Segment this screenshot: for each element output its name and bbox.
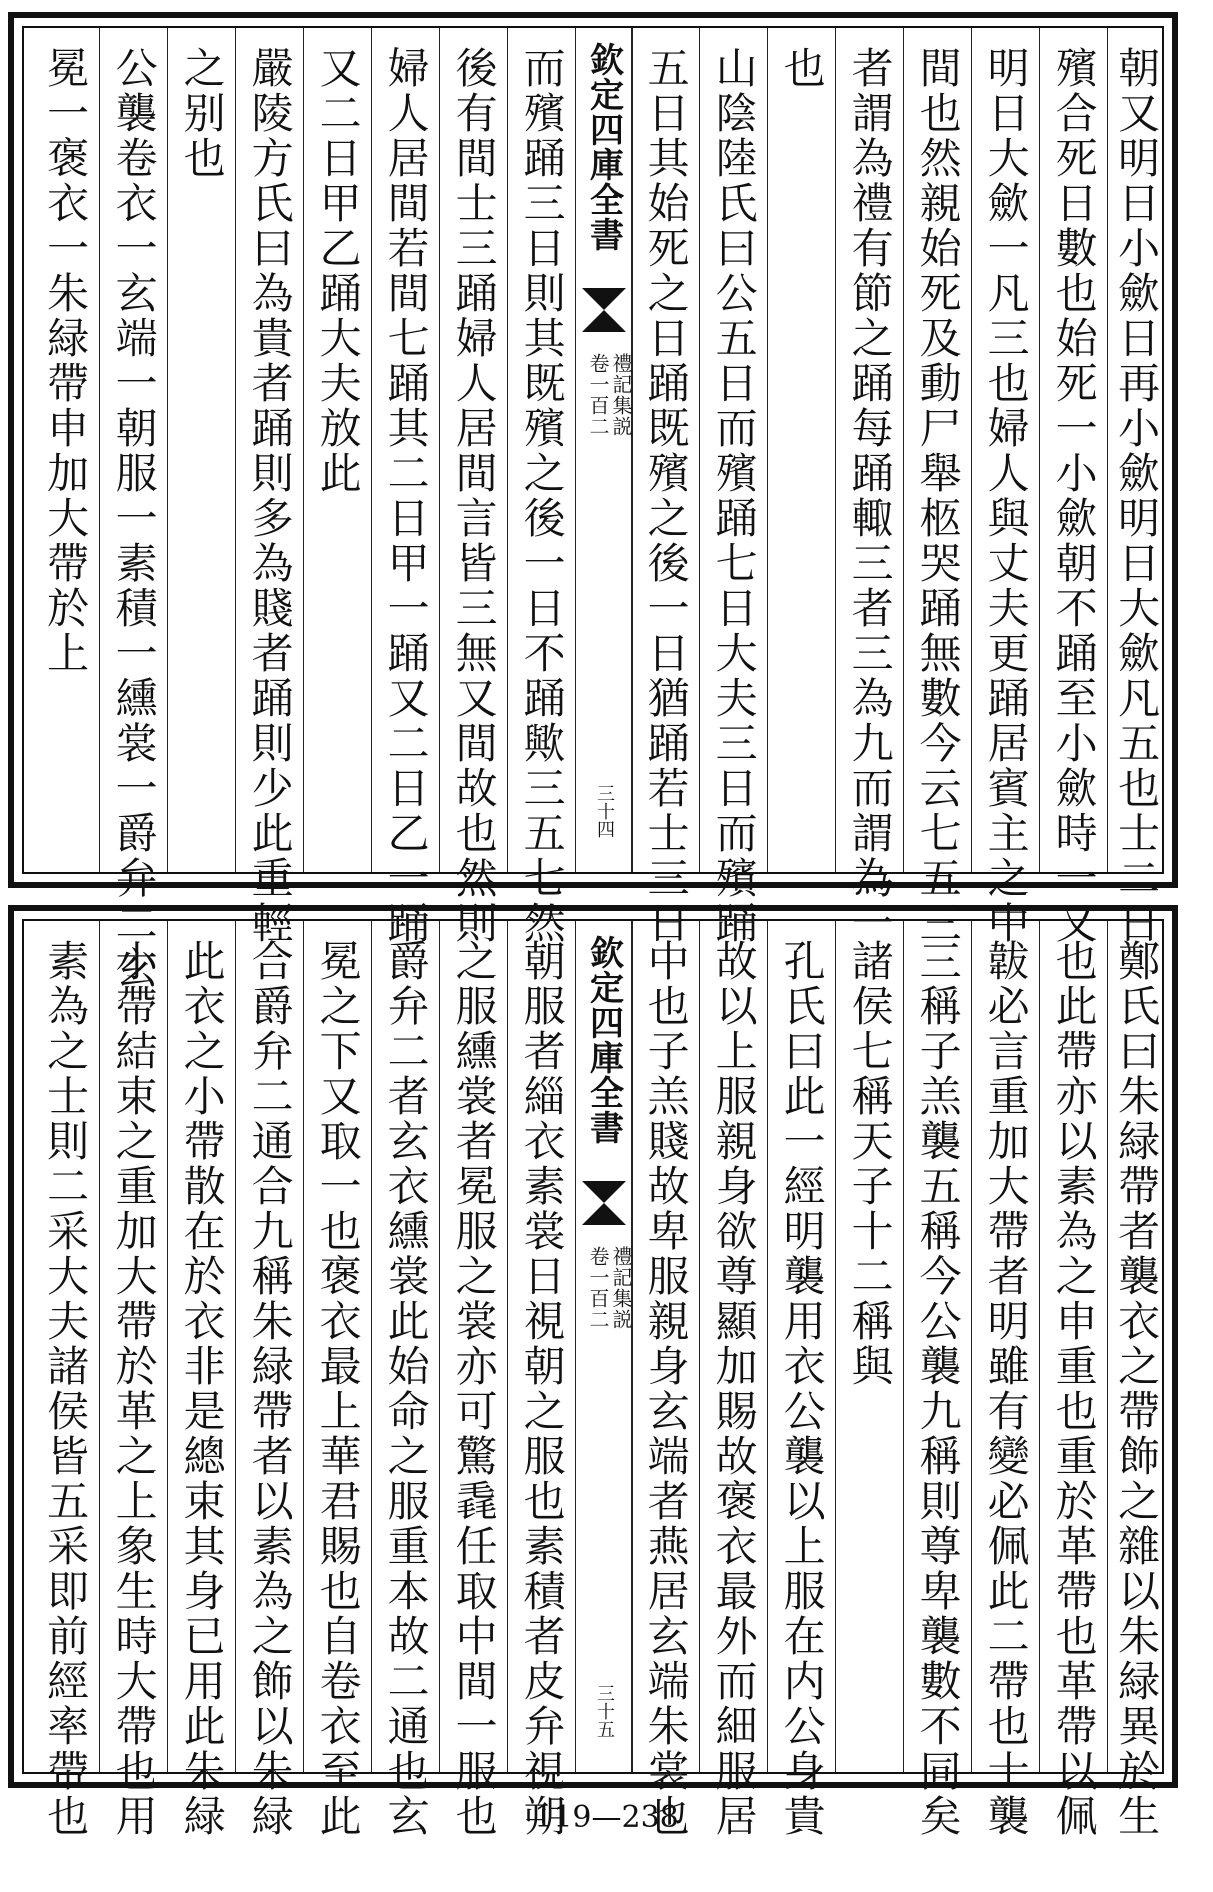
text-column [31,28,99,872]
text-line: 之别也 [177,46,227,181]
text-column [507,28,575,946]
text-line: 公襲卷衣一玄端一朝服一素積一纁裳一爵弁二玄 [109,46,159,991]
text-line: 明日大歛一凡三也婦人與丈夫更踊居賓主之中 [981,46,1031,946]
text-line: 冕一褒衣一朱緑帶申加大帶於上 [41,46,91,676]
text-column [1039,28,1107,946]
text-column [439,921,507,1839]
text-column [767,28,835,872]
page-number: 119—238 [534,1800,679,1835]
text-column [371,921,439,1839]
top-page-inner-frame [22,26,1164,991]
text-line: 鄭氏曰朱緑帶者襲衣之帶飾之雜以朱緑異於生 [1112,939,1162,1839]
text-column [1107,28,1164,946]
text-column [371,28,439,946]
text-line: 素為之士則二采大夫諸侯皆五采即前經率帶也 [41,939,91,1839]
text-column [903,921,971,1839]
text-line: 而殯踊三日則其既殯之後一日不踊歟三五七然 [517,46,567,946]
text-line: 又二日甲乙踊大夫放此 [313,46,363,496]
collection-title: 欽定四庫全書 [583,935,624,1145]
text-column [235,921,303,1839]
text-column [699,921,767,1839]
text-column [99,921,167,1839]
text-column [903,28,971,946]
text-column [235,28,303,946]
text-column [1039,921,1107,1839]
text-line: 朝服者緇衣素裳日視朝之服也素積者皮弁視朔 [517,939,567,1839]
book-title: 禮記集説 [609,353,633,437]
text-column [303,28,371,872]
text-line: 婦人居間若間七踊其二日甲一踊又二日乙一踊 [381,46,431,946]
text-line: 冕之下又取一也褒衣最上華君賜也自卷衣至此 [313,939,363,1839]
leaf-number: 三十四 [594,784,615,838]
fold-margin [575,28,633,872]
text-column [699,28,767,946]
text-column [631,28,699,946]
leaf-number: 三十五 [594,1684,615,1738]
fold-margin [575,921,633,1772]
text-column [1107,921,1164,1839]
text-line: 此衣之小帶散在於衣非是總束其身已用此朱緑 [177,939,227,1839]
text-line: 間也然親始死及動尸舉柩哭踊無數今云七五三 [913,46,963,946]
text-line: 殯合死日數也始死一小歛朝不踊至小歛時一又 [1049,46,1099,946]
text-line: 諸侯七稱天子十二稱與 [845,939,895,1389]
text-column [767,921,835,1839]
text-line: 嚴陵方氏曰為貴者踊則多為賤者踊則少此重輕 [245,46,295,946]
book-title: 禮記集説 [609,1246,633,1330]
text-line: 朝又明日小歛日再小歛明日大歛凡五也士二日 [1112,46,1162,946]
fish-tail-mark [582,1181,626,1203]
text-column [971,28,1039,946]
text-column [507,921,575,1839]
text-line: 三稱子羔襲五稱今公襲九稱則尊卑襲數不同矣 [913,939,963,1839]
text-line: 山陰陸氏曰公五日而殯踊七日大夫三日而殯踊 [709,46,759,946]
text-line: 合爵弁二通合九稱朱緑帶者以素為之飾以朱緑 [245,939,295,1839]
text-line: 小帶結束之重加大帶於革之上象生時大帶也用 [109,939,159,1839]
text-line: 也 [777,46,827,91]
text-column [167,28,235,872]
fish-tail-mark [582,310,626,332]
text-line: 也此帶亦以素為之申重也重於革帶也革帶以佩 [1049,939,1099,1839]
text-line: 之服纁裳者冕服之裳亦可驚毳任取中間一服也 [449,939,499,1839]
top-page-frame [8,12,1178,991]
text-column [303,921,371,1839]
text-column [835,921,903,1772]
volume-label: 卷一百二 [586,353,610,437]
text-line: 爵弁二者玄衣纁裳此始命之服重本故二通也玄 [381,939,431,1839]
collection-title: 欽定四庫全書 [583,42,624,252]
text-line: 者謂為禮有節之踊每踊輙三者三為九而謂為一 [845,46,895,946]
text-line: 故以上服親身欲尊顯加賜故褒衣最外而細服居 [709,939,759,1839]
fish-tail-mark [582,1203,626,1225]
text-line: 中也子羔賤故卑服親身玄端者燕居玄端朱裳也 [641,939,691,1839]
text-column [835,28,903,946]
text-line: 孔氏曰此一經明襲用衣公襲以上服在内公身貴 [777,939,827,1839]
text-line: 後有間士三踊婦人居間言皆三無又間故也然則 [449,46,499,946]
text-column [167,921,235,1839]
volume-label: 卷一百二 [586,1246,610,1330]
fish-tail-mark [582,288,626,310]
text-line: 五日其始死之日踊既殯之後一日猶踊若士三日 [641,46,691,946]
text-column [631,921,699,1839]
text-column [971,921,1039,1839]
text-line: 韍必言重加大帶者明雖有變必佩此二帶也士襲 [981,939,1031,1839]
text-column [99,28,167,991]
text-column [31,921,99,1839]
text-column [439,28,507,946]
